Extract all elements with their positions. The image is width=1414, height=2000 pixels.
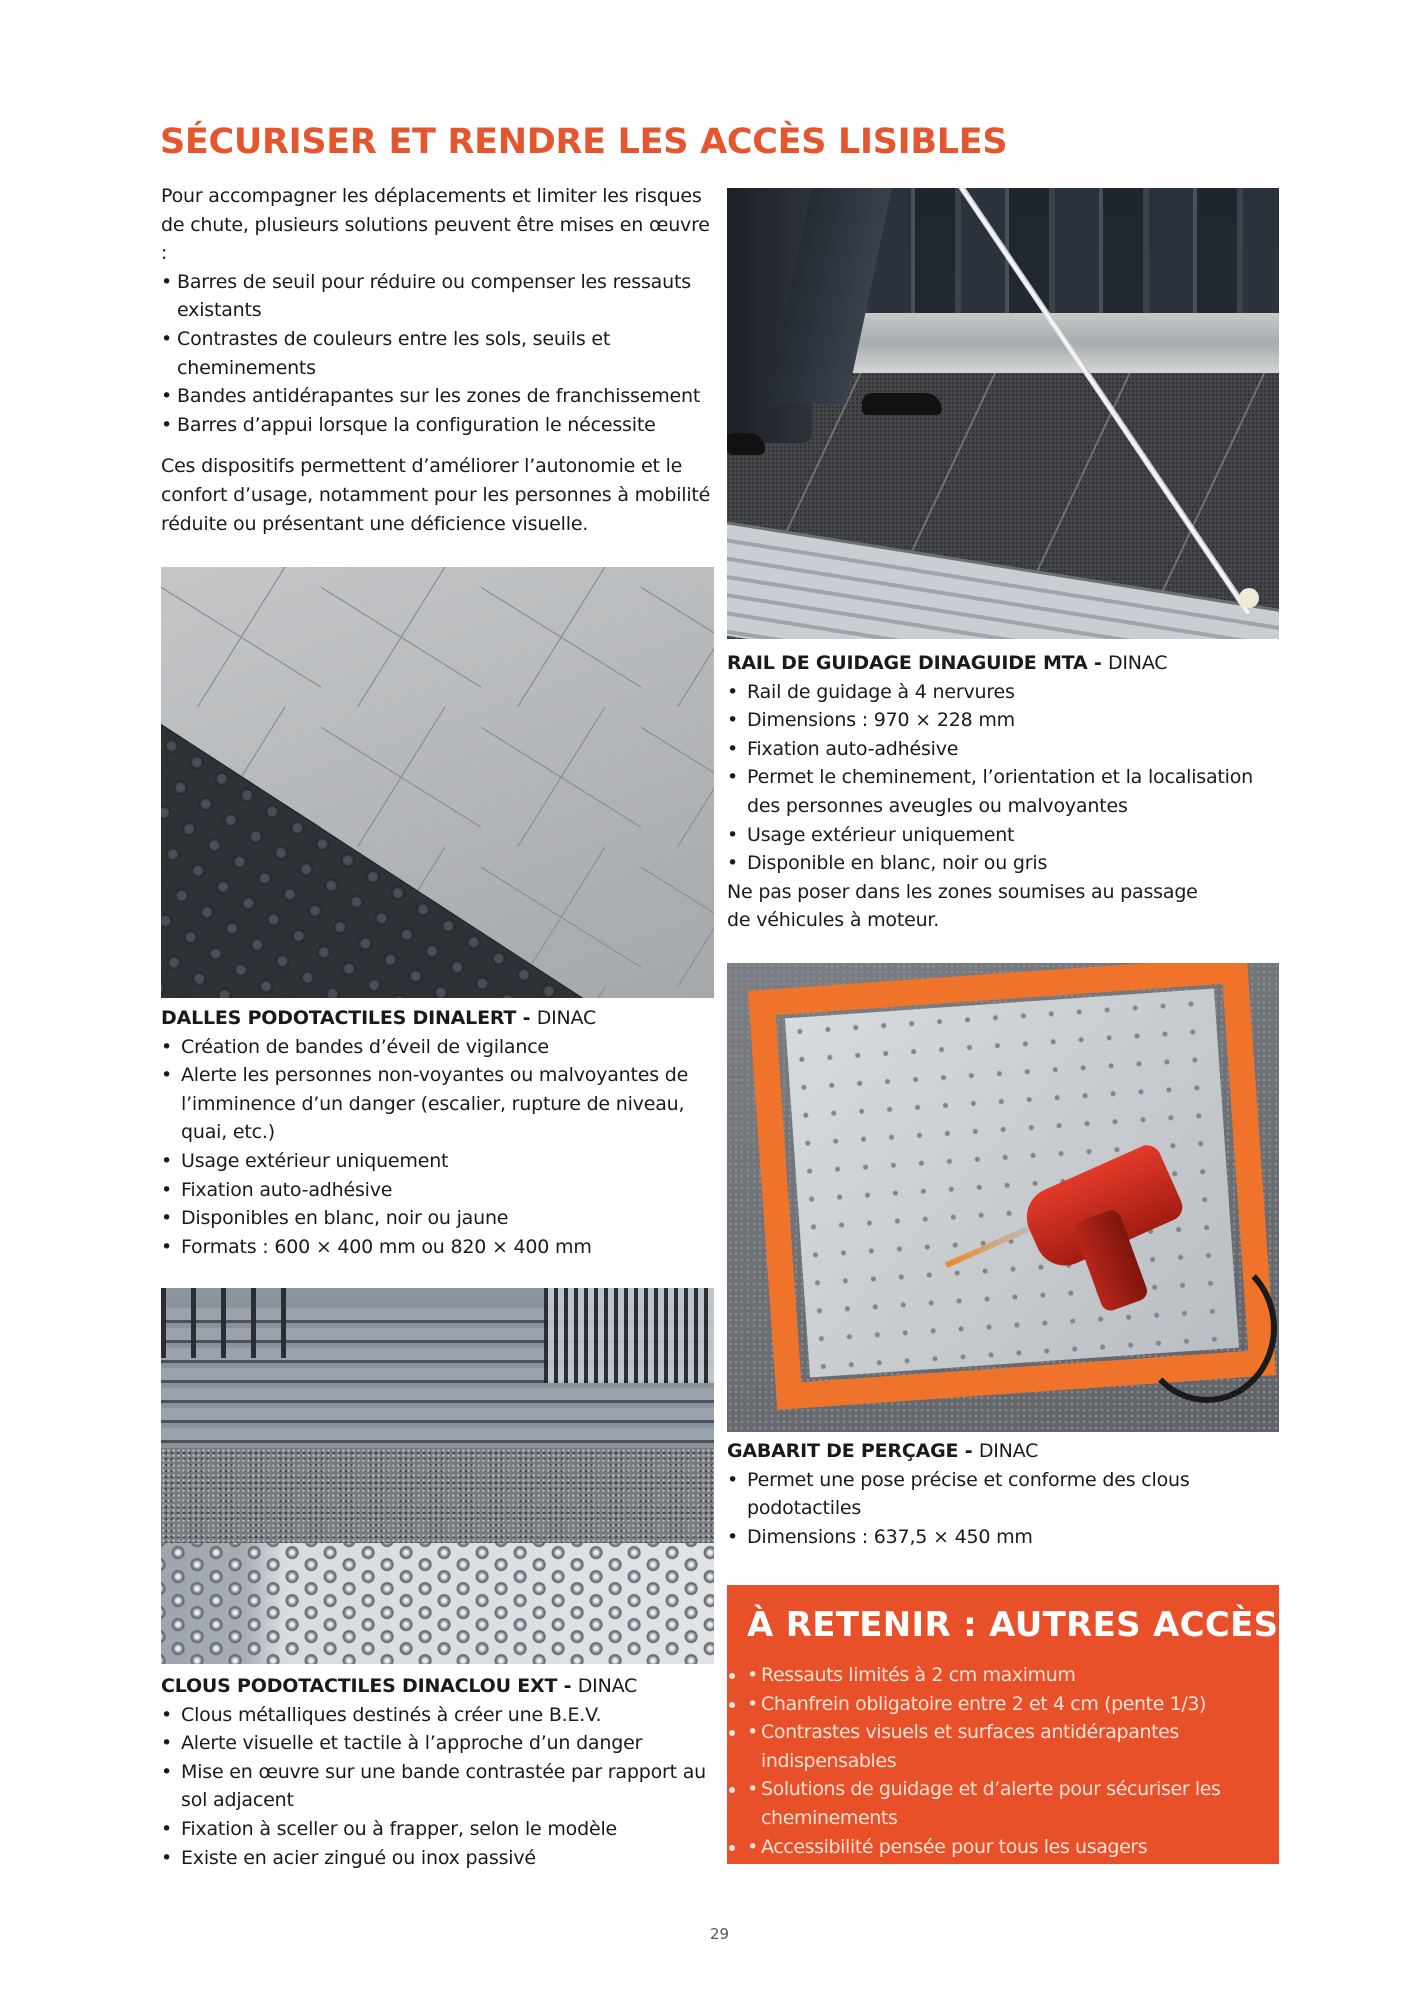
product-title [727,649,1287,678]
photo-shoe [862,393,942,415]
product-bullets [727,1466,1287,1552]
product-clous [161,1672,721,1872]
product-bullet: • Clous métalliques destinés à créer une B.E.V. [161,1701,721,1730]
product-bullets [161,1701,721,1873]
callout-bullet: • • Chanfrein obligatoire entre 2 et 4 cm (pente 1/3) [747,1690,1259,1719]
product-bullet: • Fixation à sceller ou à frapper, selon le modèle [161,1815,721,1844]
callout-bullet: • • Contrastes visuels et surfaces antidérapantes indispensables [747,1718,1259,1775]
product-dalles [161,1004,721,1261]
photo-black-tactile-paving-tile [161,567,714,998]
page-title: SÉCURISER ET RENDRE LES ACCÈS LISIBLES [160,122,1008,162]
product-bullets [727,678,1287,878]
product-brand: DINAC [577,1675,638,1697]
product-bullet: • Permet le cheminement, l’orientation et la localisation des personnes aveugles ou malvoyantes [727,763,1287,820]
photo-drill-cable [1137,1253,1277,1403]
photo-handrail-right [544,1288,714,1383]
product-bullet: • Disponible en blanc, noir ou gris [727,849,1287,878]
product-bullet: • Fixation auto-adhésive [161,1176,721,1205]
photo-shoe [727,433,765,455]
product-bullet: • Dimensions : 970 × 228 mm [727,706,1287,735]
callout-box-a-retenir [727,1585,1279,1864]
product-bullet: • Disponibles en blanc, noir ou jaune [161,1204,721,1233]
callout-bullet: • • Ressauts limités à 2 cm maximum [747,1661,1259,1690]
callout-title: À RETENIR : AUTRES ACCÈS [747,1605,1279,1645]
product-name: GABARIT DE PERÇAGE - [727,1440,979,1462]
product-bullet: • Usage extérieur uniquement [727,821,1287,850]
product-title [727,1437,1287,1466]
product-gabarit [727,1437,1287,1551]
product-bullet: • Alerte les personnes non-voyantes ou malvoyantes de l’imminence d’un danger (escalier, rupture de niveau, quai, etc.) [161,1061,721,1147]
photo-stairs-with-tactile-studs [161,1288,714,1664]
photo-concrete-landing [161,1448,714,1543]
intro-conclusion: Ces dispositifs permettent d’améliorer l’autonomie et le confort d’usage, notamment pour les personnes à mobilité réduite ou présentant une déficience visuelle. [161,455,711,535]
product-bullet: • Alerte visuelle et tactile à l’approche d’un danger [161,1729,721,1758]
product-name: CLOUS PODOTACTILES DINACLOU EXT - [161,1675,578,1697]
photo-tactile-mat [161,647,714,998]
product-name: DALLES PODOTACTILES DINALERT - [161,1007,537,1029]
product-bullet: • Permet une pose précise et conforme des clous podotactiles [727,1466,1287,1523]
photo-handrail-left [161,1288,301,1358]
callout-bullets [747,1661,1259,1861]
product-brand: DINAC [536,1007,597,1029]
intro-bullets [161,268,721,440]
product-bullet: • Création de bandes d’éveil de vigilance [161,1033,721,1062]
product-title [161,1004,721,1033]
intro-section [161,182,721,538]
callout-bullet: • • Accessibilité pensée pour tous les usagers [747,1833,1259,1862]
product-bullet: • Rail de guidage à 4 nervures [727,678,1287,707]
product-bullet: • Usage extérieur uniquement [161,1147,721,1176]
photo-tactile-studs [161,1543,714,1664]
photo-drilling-template-with-drill [727,963,1279,1432]
product-note: Ne pas poser dans les zones soumises au passage [727,880,1198,903]
product-bullet: • Mise en œuvre sur une bande contrastée par rapport au sol adjacent [161,1758,721,1815]
product-note: de véhicules à moteur. [727,909,940,932]
photo-cane-tip [1239,588,1259,608]
product-bullets [161,1033,721,1262]
intro-bullet: • Barres de seuil pour réduire ou compenser les ressauts existants [161,268,721,325]
intro-bullet: • Contrastes de couleurs entre les sols, seuils et cheminements [161,325,721,382]
page-number: 29 [710,1925,730,1943]
product-title [161,1672,721,1701]
intro-bullet: • Bandes antidérapantes sur les zones de franchissement [161,382,721,411]
intro-lead: Pour accompagner les déplacements et limiter les risques de chute, plusieurs solutions peuvent être mises en œuvre : [161,185,710,265]
product-brand: DINAC [978,1440,1039,1462]
photo-guide-rail-white-cane [727,188,1279,639]
product-name: RAIL DE GUIDAGE DINAGUIDE MTA - [727,652,1108,674]
intro-bullet: • Barres d’appui lorsque la configuration le nécessite [161,411,721,440]
product-rail [727,649,1287,935]
product-bullet: • Fixation auto-adhésive [727,735,1287,764]
product-bullet: • Formats : 600 × 400 mm ou 820 × 400 mm [161,1233,721,1262]
product-bullet: • Existe en acier zingué ou inox passivé [161,1844,721,1873]
product-brand: DINAC [1107,652,1168,674]
callout-bullet: • • Solutions de guidage et d’alerte pour sécuriser les cheminements [747,1775,1259,1832]
product-bullet: • Dimensions : 637,5 × 450 mm [727,1523,1287,1552]
